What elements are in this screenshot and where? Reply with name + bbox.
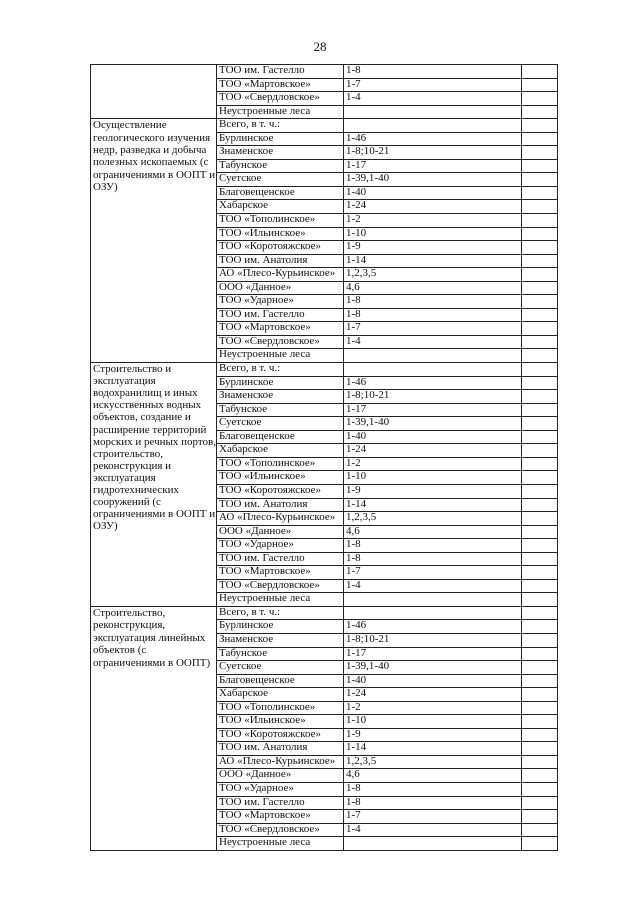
quarters-cell: 1-17	[344, 159, 522, 173]
quarters-cell: 1-10	[344, 227, 522, 241]
empty-cell	[522, 512, 558, 526]
table-row	[91, 65, 558, 79]
forestry-name-cell: Всего, в т. ч.:	[217, 363, 344, 377]
empty-cell	[522, 268, 558, 282]
quarters-cell: 1-39,1-40	[344, 173, 522, 187]
forestry-name-cell: ООО «Данное»	[217, 281, 344, 295]
quarters-cell: 1-2	[344, 214, 522, 228]
empty-cell	[522, 132, 558, 146]
forestry-name-cell: ТОО «Коротояжское»	[217, 728, 344, 742]
empty-cell	[522, 457, 558, 471]
quarters-cell: 1-8	[344, 295, 522, 309]
empty-cell	[522, 78, 558, 92]
quarters-cell: 1-7	[344, 810, 522, 824]
empty-cell	[522, 539, 558, 553]
empty-cell	[522, 701, 558, 715]
quarters-cell: 1-8	[344, 308, 522, 322]
quarters-cell	[344, 105, 522, 119]
empty-cell	[522, 214, 558, 228]
quarters-cell: 1-9	[344, 484, 522, 498]
empty-cell	[522, 186, 558, 200]
quarters-cell	[344, 606, 522, 620]
empty-cell	[522, 633, 558, 647]
quarters-cell: 1-17	[344, 647, 522, 661]
quarters-cell: 1,2,3,5	[344, 755, 522, 769]
forestry-name-cell: Неустроенные леса	[217, 349, 344, 363]
forestry-name-cell: АО «Плесо-Курьинское»	[217, 268, 344, 282]
forestry-name-cell: ТОО им. Гастелло	[217, 308, 344, 322]
forestry-name-cell: ТОО «Мартовское»	[217, 322, 344, 336]
forestry-name-cell: ТОО «Коротояжское»	[217, 484, 344, 498]
quarters-cell: 1-2	[344, 457, 522, 471]
forestry-name-cell: ТОО «Мартовское»	[217, 810, 344, 824]
quarters-cell: 1-8;10-21	[344, 390, 522, 404]
quarters-cell: 1-9	[344, 241, 522, 255]
empty-cell	[522, 159, 558, 173]
forestry-name-cell: Знаменское	[217, 146, 344, 160]
quarters-cell: 1-9	[344, 728, 522, 742]
empty-cell	[522, 403, 558, 417]
forestry-name-cell: ТОО «Тополинское»	[217, 214, 344, 228]
empty-cell	[522, 782, 558, 796]
forestry-name-cell: Табунское	[217, 159, 344, 173]
forestry-name-cell: Благовещенское	[217, 430, 344, 444]
quarters-cell: 1-46	[344, 132, 522, 146]
forestry-name-cell: Знаменское	[217, 390, 344, 404]
forestry-name-cell: ТОО «Ударное»	[217, 295, 344, 309]
forestry-name-cell: ТОО «Свердловское»	[217, 92, 344, 106]
forestry-name-cell: Всего, в т. ч.:	[217, 606, 344, 620]
forestry-name-cell: АО «Плесо-Курьинское»	[217, 755, 344, 769]
empty-cell	[522, 92, 558, 106]
empty-cell	[522, 715, 558, 729]
empty-cell	[522, 254, 558, 268]
quarters-cell	[344, 837, 522, 851]
forestry-name-cell: ТОО «Тополинское»	[217, 457, 344, 471]
quarters-cell: 1-4	[344, 92, 522, 106]
quarters-cell: 4,6	[344, 769, 522, 783]
empty-cell	[522, 376, 558, 390]
forestry-name-cell: Благовещенское	[217, 186, 344, 200]
empty-cell	[522, 742, 558, 756]
forestry-name-cell: Суетское	[217, 417, 344, 431]
empty-cell	[522, 119, 558, 133]
forestry-name-cell: Бурлинское	[217, 620, 344, 634]
empty-cell	[522, 308, 558, 322]
empty-cell	[522, 200, 558, 214]
empty-cell	[522, 837, 558, 851]
quarters-cell: 1-8	[344, 796, 522, 810]
empty-cell	[522, 647, 558, 661]
empty-cell	[522, 728, 558, 742]
quarters-cell: 1-40	[344, 674, 522, 688]
quarters-cell: 1-24	[344, 688, 522, 702]
empty-cell	[522, 471, 558, 485]
quarters-cell	[344, 593, 522, 607]
table-row	[91, 363, 558, 377]
quarters-cell: 1-8;10-21	[344, 146, 522, 160]
empty-cell	[522, 146, 558, 160]
forestry-name-cell: Бурлинское	[217, 132, 344, 146]
quarters-cell: 1,2,3,5	[344, 512, 522, 526]
forestry-name-cell: Суетское	[217, 661, 344, 675]
quarters-cell: 1-8;10-21	[344, 633, 522, 647]
empty-cell	[522, 484, 558, 498]
forestry-name-cell: Знаменское	[217, 633, 344, 647]
empty-cell	[522, 105, 558, 119]
forestry-name-cell: ТОО им. Анатолия	[217, 498, 344, 512]
forestry-name-cell: Всего, в т. ч.:	[217, 119, 344, 133]
empty-cell	[522, 552, 558, 566]
empty-cell	[522, 173, 558, 187]
quarters-cell: 1-8	[344, 65, 522, 79]
empty-cell	[522, 65, 558, 79]
quarters-cell: 1-40	[344, 186, 522, 200]
quarters-cell: 1-10	[344, 471, 522, 485]
forestry-name-cell: ТОО «Ударное»	[217, 539, 344, 553]
quarters-cell: 4,6	[344, 525, 522, 539]
forestry-name-cell: Неустроенные леса	[217, 837, 344, 851]
empty-cell	[522, 566, 558, 580]
forestry-name-cell: ТОО им. Анатолия	[217, 742, 344, 756]
empty-cell	[522, 579, 558, 593]
quarters-cell: 1-4	[344, 335, 522, 349]
forestry-name-cell: ООО «Данное»	[217, 525, 344, 539]
empty-cell	[522, 430, 558, 444]
empty-cell	[522, 769, 558, 783]
quarters-cell: 1,2,3,5	[344, 268, 522, 282]
quarters-cell: 1-8	[344, 539, 522, 553]
empty-cell	[522, 661, 558, 675]
quarters-cell: 1-46	[344, 376, 522, 390]
empty-cell	[522, 674, 558, 688]
activity-cell	[91, 65, 217, 119]
forestry-name-cell: ТОО «Свердловское»	[217, 579, 344, 593]
table-row	[91, 119, 558, 133]
quarters-cell: 1-10	[344, 715, 522, 729]
quarters-cell: 1-46	[344, 620, 522, 634]
quarters-cell: 4,6	[344, 281, 522, 295]
forestry-name-cell: ТОО «Мартовское»	[217, 78, 344, 92]
quarters-cell: 1-7	[344, 322, 522, 336]
forestry-name-cell: Благовещенское	[217, 674, 344, 688]
forestry-name-cell: Хабарское	[217, 688, 344, 702]
quarters-cell: 1-4	[344, 823, 522, 837]
empty-cell	[522, 810, 558, 824]
forestry-name-cell: Табунское	[217, 647, 344, 661]
activity-cell: Строительство, реконструкция, эксплуатация линейных объектов (с ограничениями в ООПТ)	[91, 606, 217, 850]
forestry-name-cell: АО «Плесо-Курьинское»	[217, 512, 344, 526]
empty-cell	[522, 593, 558, 607]
empty-cell	[522, 498, 558, 512]
quarters-cell: 1-39,1-40	[344, 417, 522, 431]
quarters-cell: 1-14	[344, 498, 522, 512]
empty-cell	[522, 444, 558, 458]
empty-cell	[522, 525, 558, 539]
quarters-cell: 1-17	[344, 403, 522, 417]
forestry-name-cell: Табунское	[217, 403, 344, 417]
forestry-table	[90, 64, 558, 851]
empty-cell	[522, 363, 558, 377]
forestry-name-cell: Неустроенные леса	[217, 593, 344, 607]
empty-cell	[522, 295, 558, 309]
quarters-cell: 1-39,1-40	[344, 661, 522, 675]
forestry-name-cell: ООО «Данное»	[217, 769, 344, 783]
forestry-name-cell: ТОО им. Гастелло	[217, 552, 344, 566]
empty-cell	[522, 335, 558, 349]
empty-cell	[522, 349, 558, 363]
quarters-cell: 1-4	[344, 579, 522, 593]
forestry-name-cell: Хабарское	[217, 444, 344, 458]
empty-cell	[522, 417, 558, 431]
forestry-name-cell: Суетское	[217, 173, 344, 187]
quarters-cell: 1-14	[344, 254, 522, 268]
empty-cell	[522, 796, 558, 810]
empty-cell	[522, 322, 558, 336]
forestry-name-cell: ТОО «Коротояжское»	[217, 241, 344, 255]
forestry-name-cell: ТОО «Мартовское»	[217, 566, 344, 580]
quarters-cell: 1-7	[344, 566, 522, 580]
empty-cell	[522, 390, 558, 404]
forestry-name-cell: ТОО «Ильинское»	[217, 715, 344, 729]
forestry-name-cell: ТОО «Свердловское»	[217, 823, 344, 837]
forestry-name-cell: ТОО «Ильинское»	[217, 227, 344, 241]
forestry-name-cell: Хабарское	[217, 200, 344, 214]
quarters-cell	[344, 349, 522, 363]
quarters-cell: 1-7	[344, 78, 522, 92]
empty-cell	[522, 241, 558, 255]
forestry-name-cell: ТОО «Тополинское»	[217, 701, 344, 715]
forestry-name-cell: ТОО «Ударное»	[217, 782, 344, 796]
quarters-cell: 1-24	[344, 200, 522, 214]
quarters-cell: 1-14	[344, 742, 522, 756]
page-number: 28	[313, 39, 327, 54]
table-row	[91, 606, 558, 620]
quarters-cell: 1-40	[344, 430, 522, 444]
forestry-name-cell: ТОО «Ильинское»	[217, 471, 344, 485]
empty-cell	[522, 606, 558, 620]
empty-cell	[522, 755, 558, 769]
forestry-name-cell: ТОО «Свердловское»	[217, 335, 344, 349]
forestry-name-cell: ТОО им. Анатолия	[217, 254, 344, 268]
activity-cell: Строительство и эксплуатация водохранилищ и иных искусственных водных объектов, создание и расширение территорий морских и речных портов, строительство, реконструкция и эксплуатация гидротехнических сооружений (с ограничениями в ООПТ и ОЗУ)	[91, 363, 217, 607]
empty-cell	[522, 823, 558, 837]
forestry-name-cell: Неустроенные леса	[217, 105, 344, 119]
forestry-name-cell: ТОО им. Гастелло	[217, 65, 344, 79]
empty-cell	[522, 281, 558, 295]
empty-cell	[522, 227, 558, 241]
activity-cell: Осуществление геологического изучения недр, разведка и добыча полезных ископаемых (с ограничениями в ООПТ и ОЗУ)	[91, 119, 217, 363]
quarters-cell	[344, 363, 522, 377]
empty-cell	[522, 620, 558, 634]
quarters-cell: 1-8	[344, 552, 522, 566]
forestry-name-cell: Бурлинское	[217, 376, 344, 390]
forestry-name-cell: ТОО им. Гастелло	[217, 796, 344, 810]
quarters-cell	[344, 119, 522, 133]
quarters-cell: 1-2	[344, 701, 522, 715]
quarters-cell: 1-8	[344, 782, 522, 796]
quarters-cell: 1-24	[344, 444, 522, 458]
table-body	[91, 65, 558, 851]
empty-cell	[522, 688, 558, 702]
